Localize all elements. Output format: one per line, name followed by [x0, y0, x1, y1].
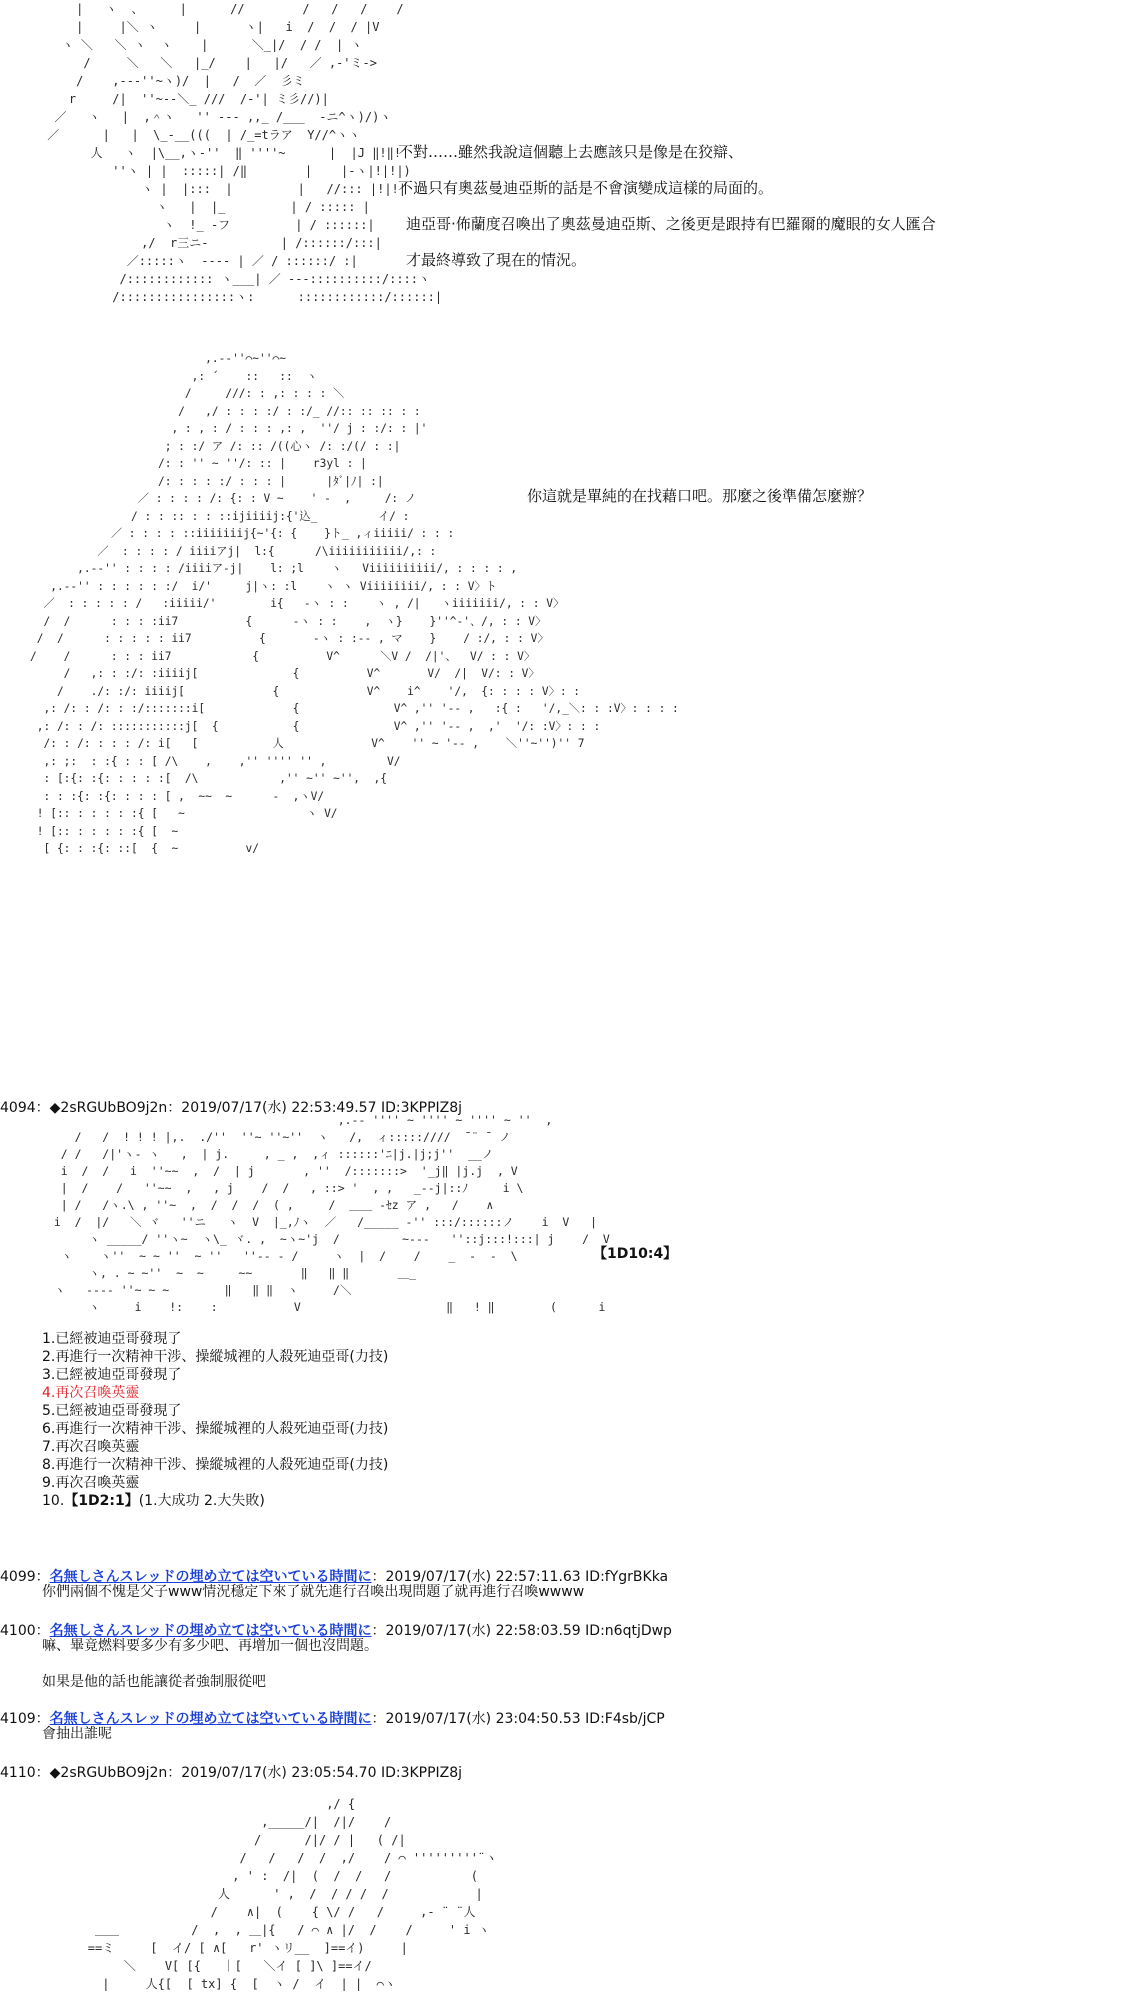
choice-10-options: (1.大成功 2.大失敗)	[138, 1493, 265, 1509]
narration-line: 不過只有奧茲曼迪亞斯的話是不會演變成這樣的局面的。	[398, 179, 774, 197]
post-number: 4094	[0, 1100, 36, 1116]
choice-item: 5.已經被迪亞哥發現了	[42, 1403, 182, 1419]
post-datetime: ：2019/07/17(水) 22:58:03.59 ID:n6qtjDwp	[371, 1623, 672, 1639]
choice-item-highlighted: 4.再次召喚英靈	[42, 1385, 140, 1401]
post-author: ◆2sRGUbBO9j2n	[49, 1100, 168, 1116]
post-separator: ：	[35, 1711, 50, 1727]
post-body-line: 會抽出誰呢	[42, 1726, 112, 1742]
post-number: 4110	[0, 1765, 36, 1781]
post-body-blank	[42, 1655, 378, 1673]
post-body-4099	[42, 1583, 584, 1601]
post-datetime: ：2019/07/17(水) 23:04:50.53 ID:F4sb/jCP	[371, 1711, 665, 1727]
narration-line: 才最終導致了現在的情況。	[406, 251, 587, 269]
narration-line: 迪亞哥·佈蘭度召喚出了奧茲曼迪亞斯、之後更是跟持有巴羅爾的魔眼的女人匯合	[406, 215, 936, 233]
post-author: ◆2sRGUbBO9j2n	[49, 1765, 168, 1781]
post-separator: ：	[35, 1623, 50, 1639]
post-number: 4100	[0, 1623, 36, 1639]
post-body-line: 如果是他的話也能讓從者強制服從吧	[42, 1674, 266, 1690]
choice-item: 3.已經被迪亞哥發現了	[42, 1367, 182, 1383]
post-body-4100	[42, 1637, 378, 1691]
choice-item: 1.已經被迪亞哥發現了	[42, 1331, 182, 1347]
choice-item-10	[42, 1492, 388, 1510]
post-number: 4109	[0, 1711, 36, 1727]
ascii-art-top: | ヽ 、 | // / / / / | |＼ ヽ | ヽ| i / / / |V ヽ ＼ ＼ ヽ ヽ | ＼_|/ / / | ヽ / ＼ ＼ |_/ | |/ ／ ,-'ミ-> / ,--‐''~ヽ)/ | / ／ 彡ミ r /| ''~-‐＼_ /// /-'| ミ彡//)| ／ ヽ | ,＾ヽ '' ‐‐- ,,_ /___ -ニ^ヽ)/)ヽ ／ | | \_-__((( | /_=tラア Y//^ヽヽ 人 ヽ |\__,ヽ-'' ‖ ''''~ | |J ‖!‖! ''ヽ | | :::::| /‖ | |-ヽ|!|!|) ヽ | |::: | | //::: |!|!| ヽ | |_ | / ::::: | ヽ !_ -フ | / ::::::| ,/ r三ニ- | /::::::/:::| ／:::::ヽ ‐‐‐‐ | ／ / ::::::/ :| /:::::::::::: ヽ___| ／ ‐‐‐::::::::::/::::ヽ /::::::::::::::::ヽ: ::::::::::::/::::::|	[47, 2, 443, 304]
post-body-line: 嘛、畢竟燃料要多少有多少吧、再增加一個也沒問題。	[42, 1638, 378, 1654]
choice-item: 8.再進行一次精神干涉、操縱城裡的人殺死迪亞哥(力技)	[42, 1457, 389, 1473]
choice-10-roll: 【1D2:1】	[64, 1493, 139, 1509]
speech-line: 你這就是單純的在找藉口吧。那麼之後準備怎麼辦？	[527, 487, 873, 505]
poster-name-link[interactable]: 名無しさんスレッドの埋め立ては空いている時間に	[49, 1569, 372, 1585]
poster-name-link[interactable]: 名無しさんスレッドの埋め立ては空いている時間に	[49, 1623, 372, 1639]
choice-item: 9.再次召喚英靈	[42, 1475, 140, 1491]
ascii-art-scene: ,.-‐ '''' ~ '''' ~ '''' ~ '' , / / ! ! ! |,. ./'' ''~ ''~'' ヽ /, ィ::::://// ̄ ¨ ̄ ノ / / /|'ヽ- ヽ , | j. , _ , ,ィ ::::::'ﾆ|j.|j;j'' __ノ i / / i ''~~ , / | j , '' /:::::::> '_j‖ |j.j , V | / / ''~~ , , j / / , ::> ' , , _‐-j|::ﾉ i \ | / /ヽ.\ , ''~ , / / / ( , / ＿＿ -ｾz ア , / ∧ i / |/ ＼ ヾ ''ニ ヽ V |_,ﾉヽ ／ /_____ ‐'' :::/::::::ノ i V | ヽ _____/ ''ヽ~ ヽ\_ ヾ. , ~ヽ~'j / ~‐‐‐ ''::j:::!:::| j / V ヽ ヽ'' ~ ~ '' ~ '' ''‐‐ ‐ / ヽ | / / _ ‐ ‐ \ ヽ, . ~ ~'' ~ ~ ~~ ‖ ‖ ‖ ＿_ ヽ ‐--‐ ''~ ~ ~ ‖ ‖ ‖ ヽ /＼ ヽ i !: : V ‖ ! ‖ ( i	[53, 1113, 610, 1314]
choice-item: 7.再次召喚英靈	[42, 1439, 140, 1455]
narration-block	[398, 134, 936, 278]
choice-item: 2.再進行一次精神干涉、操縱城裡的人殺死迪亞哥(力技)	[42, 1349, 389, 1365]
ascii-art-character: ,.-‐''⌒~''⌒~ ,: ´ :: :: ヽ / ///: : ,: : : : ＼ / ,/ : : : :/ : :/_ //:: :: :: : : , : , : / : : : ,: , ''/ j : :/: : |' ; : :/ ア /: :: /((心ヽ /: :/(/ : :| /: : '' ~ ''/: :: | r3yl : | /: : : : :/ : : : | |ﾀﾞ|ﾉ| :| ／ : : : : /: {: : V ~ ' ‐ , /: ノ / : : :: : : ::ijiiiij:{'込_ イ/ : ／ : : : : ::iiiiiiij{~'{: { }ト_ ,ィiiiii/ : : : ／ : : : : / iiiiアj| l:{ /\iiiiiiiiiii/,: : ,.-‐'' : : : : /iiiiア-j| l: ;l ヽ Viiiiiiiiii/, : : : : , ,.-‐'' : : : : : :/ i/' j|ヽ: :l ヽ ヽ Viiiiiiii/, : : V〉ト ／ : : : : : / :iiiii/' i{ -ヽ : : ヽ , /| ヽiiiiiii/, : : V〉 / / : : : :ii7 { -ヽ : : , ヽ} }''^-'、/, : : V〉 / / : : : : : ii7 { -ヽ : :-- , マ } / :/, : : V〉 / / : : : ii7 { V^ ＼V / /|'、 V/ : : V〉 / ,: : :/: :iiiij[ { V^ V/ /| V/: : V〉 / ./: :/: iiiij[ { V^ i^ '/, {: : : : V〉: : ,: /: : /: : :/:::::::i[ { V^ ,'' '-- , :{ : '/,_＼: : :V〉: : : : ,: /: : /: :::::::::::j[ { { V^ ,'' '-- , ,' '/: :V〉: : : /: : /: : : : /: i[ [ 人 V^ '' ~ '-- , ＼''~'')'' 7 ,: ;: : :{ : : [ /\ , ,'' '''' '' , V/ : [:{: :{: : : : :[ /\ ,'' ~'' ~'', ,{ : : :{: :{: : : : [ , ~~ ~ - ,ヽV/ ! [:: : : : : :{ [ ~ ヽ V/ ! [:: : : : : :{ [ ~ [ {: : :{: ::[ { ~ v/	[30, 352, 679, 855]
post-datetime: ：2019/07/17(水) 22:53:49.57 ID:3KPPIZ8j	[167, 1100, 463, 1116]
post-datetime: ：2019/07/17(水) 22:57:11.63 ID:fYgrBKka	[371, 1569, 669, 1585]
post-header-4110	[0, 1762, 462, 1782]
choice-item: 6.再進行一次精神干涉、操縱城裡的人殺死迪亞哥(力技)	[42, 1421, 389, 1437]
choice-10-prefix: 10.	[42, 1493, 65, 1509]
post-body-4109	[42, 1725, 112, 1743]
post-body-line: 你們兩個不愧是父子www情況穩定下來了就先進行召喚出現問題了就再進行召喚wwww	[42, 1584, 585, 1600]
post-separator: ：	[35, 1100, 50, 1116]
post-datetime: ：2019/07/17(水) 23:05:54.70 ID:3KPPIZ8j	[167, 1765, 463, 1781]
post-separator: ：	[35, 1569, 50, 1585]
post-separator: ：	[35, 1765, 50, 1781]
ascii-art-bottom: ,/ { ,_____/| /|/ / / /|/ / | ( /| / / / / ,/ / ⌒ '''''''''¨ヽ , ' : /| ( / / / ( 人 ' , / / / / / | / ∧| ( { \/ / / ,‐ ¨ ¨人 ＿＿ / , , ＿|{ / ⌒ ∧ |/ / / ' i ヽ ==ミ [ イ/ [ ∧[ r' ヽリ__ ]==イ) | ＼ V[ [{ ｜[ ＼イ [ ]\ ]==イ/ | 人{[ [ tx] { [ ヽ / イ | | ⌒ヽ	[87, 1797, 498, 1991]
narration-line: 不對……雖然我說這個聽上去應該只是像是在狡辯、	[398, 143, 744, 161]
dice-roll-result: 【1D10:4】	[593, 1246, 678, 1262]
choice-list	[42, 1330, 388, 1510]
poster-name-link[interactable]: 名無しさんスレッドの埋め立ては空いている時間に	[49, 1711, 372, 1727]
post-number: 4099	[0, 1569, 36, 1585]
